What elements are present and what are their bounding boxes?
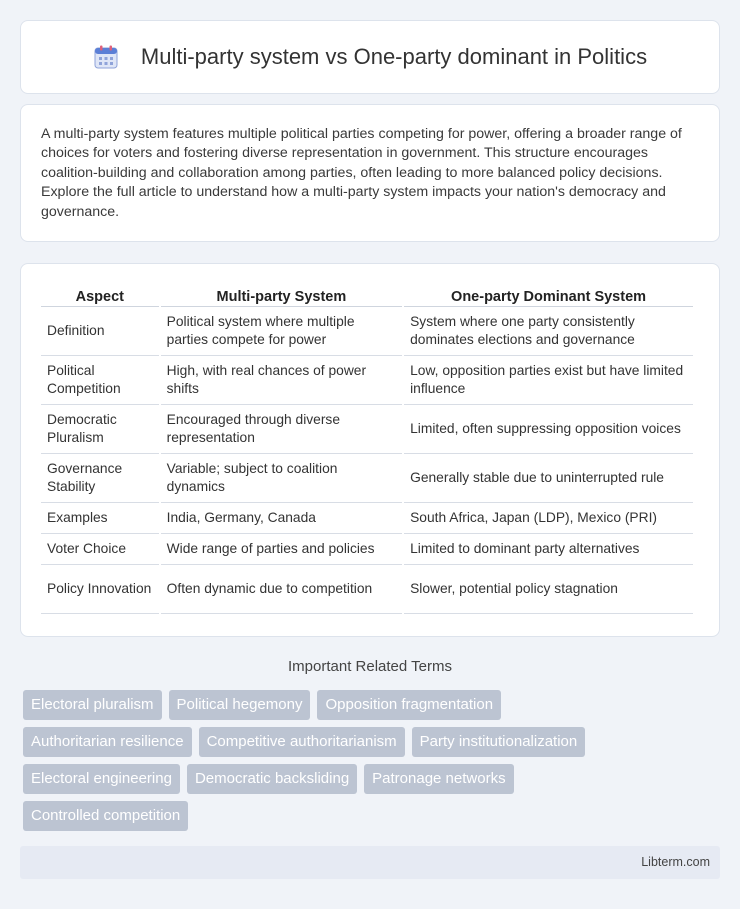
header-card xyxy=(20,20,720,94)
table-row xyxy=(41,534,693,565)
related-terms xyxy=(23,690,713,838)
table-row xyxy=(41,307,693,356)
table-cell: India, Germany, Canada xyxy=(161,503,402,534)
table-cell: Slower, potential policy stagnation xyxy=(404,565,693,614)
term-tag[interactable]: Opposition fragmentation xyxy=(317,690,501,720)
table-cell: Low, opposition parties exist but have limited influence xyxy=(404,356,693,405)
table-cell: System where one party consistently dominates elections and governance xyxy=(404,307,693,356)
table-cell: Often dynamic due to competition xyxy=(161,565,402,614)
term-tag[interactable]: Party institutionalization xyxy=(412,727,586,757)
term-tag[interactable]: Electoral engineering xyxy=(23,764,180,794)
table-row xyxy=(41,356,693,405)
page-title: Multi-party system vs One-party dominant in Politics xyxy=(140,44,648,69)
table-cell-aspect: Political Competition xyxy=(41,356,159,405)
table-cell: Wide range of parties and policies xyxy=(161,534,402,565)
footer xyxy=(20,846,720,879)
column-header-aspect: Aspect xyxy=(41,286,159,307)
footer-link[interactable]: Libterm.com xyxy=(641,855,710,869)
term-tag[interactable]: Political hegemony xyxy=(169,690,311,720)
table-cell: High, with real chances of power shifts xyxy=(161,356,402,405)
term-row xyxy=(23,764,713,794)
comparison-table xyxy=(39,286,695,614)
term-tag[interactable]: Electoral pluralism xyxy=(23,690,162,720)
table-cell-aspect: Governance Stability xyxy=(41,454,159,503)
table-header-row xyxy=(41,286,693,307)
column-header-multi-party: Multi-party System xyxy=(161,286,402,307)
term-tag[interactable]: Authoritarian resilience xyxy=(23,727,192,757)
table-cell: Limited, often suppressing opposition voices xyxy=(404,405,693,454)
table-cell-aspect: Examples xyxy=(41,503,159,534)
table-cell: South Africa, Japan (LDP), Mexico (PRI) xyxy=(404,503,693,534)
table-cell-aspect: Democratic Pluralism xyxy=(41,405,159,454)
column-header-one-party: One-party Dominant System xyxy=(404,286,693,307)
table-cell: Limited to dominant party alternatives xyxy=(404,534,693,565)
calendar-icon xyxy=(93,44,119,70)
term-row xyxy=(23,727,713,757)
table-row xyxy=(41,454,693,503)
intro-text: A multi-party system features multiple political parties competing for power, offering a broader range of choices for voters and fostering diverse representation in government. This structure encourages coalition-building and collaboration among parties, often leading to more balanced policy decisions. Explore the full article to understand how a multi-party system impacts your nation's democracy and governance. xyxy=(41,126,682,220)
term-row xyxy=(23,690,713,720)
term-tag[interactable]: Patronage networks xyxy=(364,764,513,794)
table-row xyxy=(41,503,693,534)
term-tag[interactable]: Competitive authoritarianism xyxy=(199,727,405,757)
table-cell-aspect: Policy Innovation xyxy=(41,565,159,614)
table-cell: Political system where multiple parties compete for power xyxy=(161,307,402,356)
comparison-table-card xyxy=(20,263,720,637)
table-row xyxy=(41,565,693,614)
table-cell: Variable; subject to coalition dynamics xyxy=(161,454,402,503)
term-row xyxy=(23,801,713,831)
table-cell: Generally stable due to uninterrupted rule xyxy=(404,454,693,503)
related-terms-title: Important Related Terms xyxy=(288,658,452,675)
table-cell: Encouraged through diverse representation xyxy=(161,405,402,454)
table-cell-aspect: Definition xyxy=(41,307,159,356)
term-tag[interactable]: Democratic backsliding xyxy=(187,764,357,794)
table-row xyxy=(41,405,693,454)
table-cell-aspect: Voter Choice xyxy=(41,534,159,565)
term-tag[interactable]: Controlled competition xyxy=(23,801,188,831)
intro-card xyxy=(20,104,720,242)
